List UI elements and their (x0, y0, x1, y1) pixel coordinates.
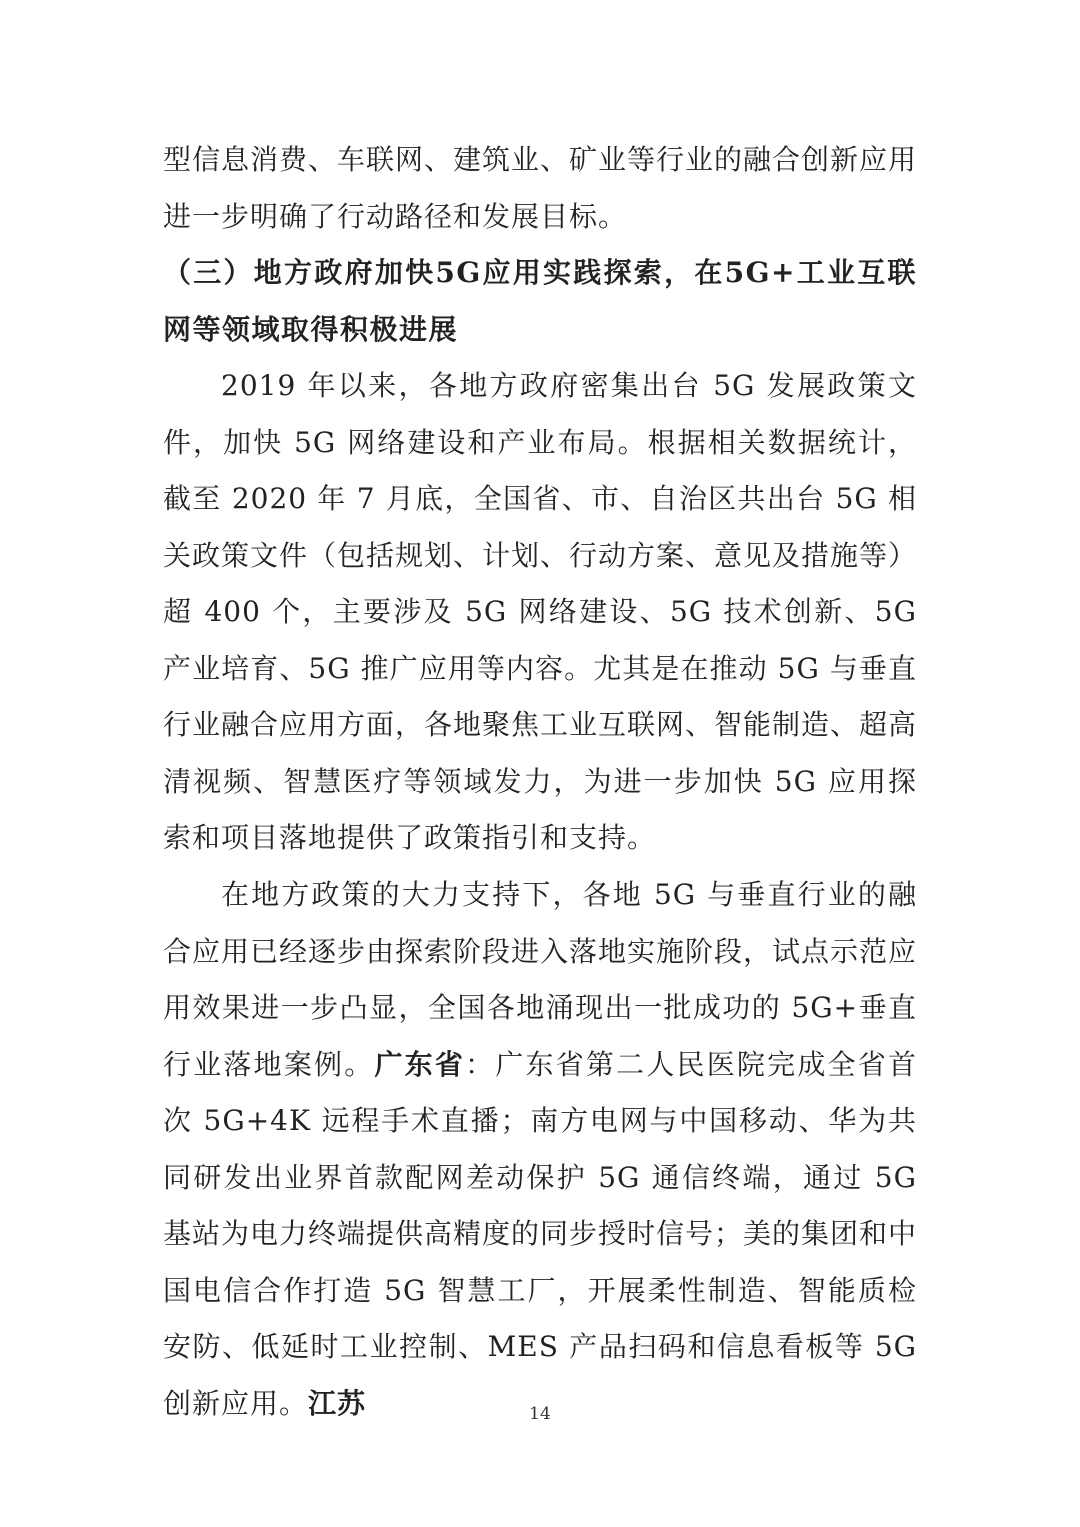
paragraph-local-policies (163, 358, 917, 867)
province-label-guangdong: 广东省 (374, 1047, 466, 1081)
paragraph-text: ：广东省第二人民医院完成全省首次 5G+4K 远程手术直播；南方电网与中国移动、华为共同研发出业界首款配网差动保护 5G 通信终端，通过 5G 基站为电力终端提供高精度的同步授时信号；美的集团和中国电信合作打造 5G 智慧工厂，开展柔性制造、智能质检安防、低延时工业控制、MES 产品扫码和信息看板等 5G 创新应用。 (163, 1047, 918, 1420)
section-heading (163, 245, 917, 358)
province-label-jiangsu: 江苏 (308, 1386, 367, 1420)
paragraph-local-cases (163, 867, 917, 1432)
page-number: 14 (529, 1404, 551, 1424)
paragraph-text: 2019 年以来，各地方政府密集出台 5G 发展政策文件，加快 5G 网络建设和产业布局。根据相关数据统计，截至 2020 年 7 月底，全国省、市、自治区共出台 5G 相关政策文件（包括规划、计划、行动方案、意见及措施等）超 400 个，主要涉及 5G 网络建设、5G 技术创新、5G 产业培育、5G 推广应用等内容。尤其是在推动 5G 与垂直行业融合应用方面，各地聚焦工业互联网、智能制造、超高清视频、智慧医疗等领域发力，为进一步加快 5G 应用探索和项目落地提供了政策指引和支持。 (163, 369, 918, 854)
paragraph-continuation (163, 132, 917, 245)
paragraph-text: 型信息消费、车联网、建筑业、矿业等行业的融合创新应用进一步明确了行动路径和发展目标。 (163, 143, 918, 233)
section-heading-text: （三）地方政府加快5G应用实践探索，在5G+工业互联网等领域取得积极进展 (163, 256, 917, 346)
paragraph-text: 在地方政策的大力支持下，各地 5G 与垂直行业的融合应用已经逐步由探索阶段进入落地实施阶段，试点示范应用效果进一步凸显，全国各地涌现出一批成功的 5G+垂直行业落地案例。 (163, 878, 918, 1081)
